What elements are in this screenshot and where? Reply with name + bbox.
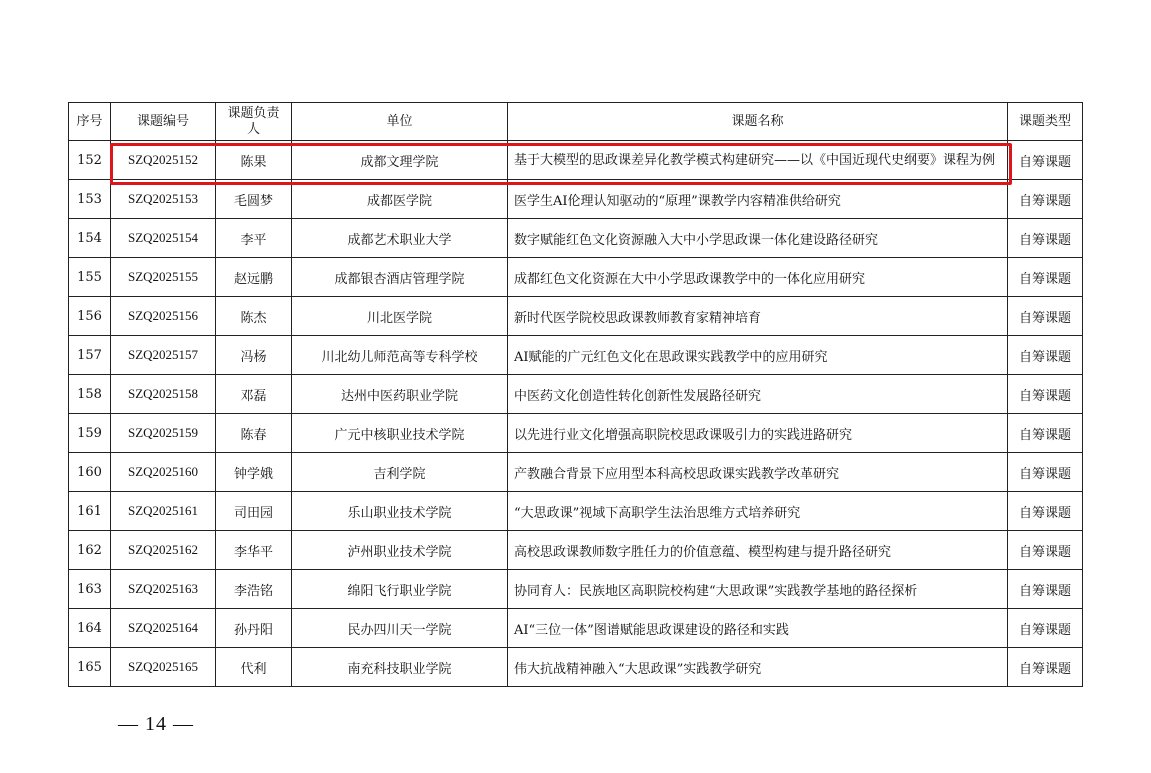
header-type: 课题类型: [1008, 103, 1083, 141]
cell-index: 152: [69, 141, 111, 180]
table-row: [69, 375, 1083, 414]
table-row: [69, 180, 1083, 219]
cell-unit: 泸州职业技术学院: [292, 531, 508, 570]
cell-leader: 李浩铭: [216, 570, 292, 609]
cell-type: 自筹课题: [1008, 297, 1083, 336]
cell-code: SZQ2025154: [111, 219, 216, 258]
cell-type: 自筹课题: [1008, 492, 1083, 531]
cell-title: 产教融合背景下应用型本科高校思政课实践教学改革研究: [508, 453, 1008, 492]
cell-code: SZQ2025159: [111, 414, 216, 453]
cell-type: 自筹课题: [1008, 180, 1083, 219]
cell-title: 新时代医学院校思政课教师教育家精神培育: [508, 297, 1008, 336]
cell-code: SZQ2025155: [111, 258, 216, 297]
cell-code: SZQ2025152: [111, 141, 216, 180]
cell-code: SZQ2025153: [111, 180, 216, 219]
cell-code: SZQ2025164: [111, 609, 216, 648]
cell-leader: 陈果: [216, 141, 292, 180]
cell-code: SZQ2025157: [111, 336, 216, 375]
table-header-row: [69, 103, 1083, 141]
cell-index: 153: [69, 180, 111, 219]
table-row: [69, 570, 1083, 609]
table-row: [69, 336, 1083, 375]
cell-code: SZQ2025165: [111, 648, 216, 687]
cell-title: 基于大模型的思政课差异化教学模式构建研究——以《中国近现代史纲要》课程为例: [508, 141, 1008, 180]
header-index: 序号: [69, 103, 111, 141]
table-row: [69, 609, 1083, 648]
cell-unit: 成都艺术职业大学: [292, 219, 508, 258]
cell-leader: 陈春: [216, 414, 292, 453]
cell-type: 自筹课题: [1008, 453, 1083, 492]
cell-type: 自筹课题: [1008, 336, 1083, 375]
cell-unit: 绵阳飞行职业学院: [292, 570, 508, 609]
table-row: [69, 219, 1083, 258]
cell-index: 156: [69, 297, 111, 336]
cell-unit: 成都医学院: [292, 180, 508, 219]
project-table: [68, 102, 1083, 687]
cell-title: 高校思政课教师数字胜任力的价值意蕴、模型构建与提升路径研究: [508, 531, 1008, 570]
cell-type: 自筹课题: [1008, 648, 1083, 687]
cell-leader: 毛圆梦: [216, 180, 292, 219]
cell-code: SZQ2025163: [111, 570, 216, 609]
table-row: [69, 531, 1083, 570]
cell-unit: 广元中核职业技术学院: [292, 414, 508, 453]
cell-leader: 冯杨: [216, 336, 292, 375]
cell-index: 162: [69, 531, 111, 570]
cell-leader: 李平: [216, 219, 292, 258]
cell-unit: 吉利学院: [292, 453, 508, 492]
cell-type: 自筹课题: [1008, 219, 1083, 258]
cell-code: SZQ2025160: [111, 453, 216, 492]
cell-title: “大思政课”视域下高职学生法治思维方式培养研究: [508, 492, 1008, 531]
cell-type: 自筹课题: [1008, 141, 1083, 180]
cell-type: 自筹课题: [1008, 414, 1083, 453]
cell-index: 165: [69, 648, 111, 687]
table-row: [69, 297, 1083, 336]
cell-type: 自筹课题: [1008, 570, 1083, 609]
cell-code: SZQ2025162: [111, 531, 216, 570]
cell-index: 154: [69, 219, 111, 258]
table-row: [69, 141, 1083, 180]
cell-index: 160: [69, 453, 111, 492]
cell-index: 155: [69, 258, 111, 297]
cell-code: SZQ2025161: [111, 492, 216, 531]
cell-index: 159: [69, 414, 111, 453]
cell-unit: 达州中医药职业学院: [292, 375, 508, 414]
cell-type: 自筹课题: [1008, 531, 1083, 570]
table-row: [69, 414, 1083, 453]
cell-code: SZQ2025156: [111, 297, 216, 336]
table-row: [69, 648, 1083, 687]
table-row: [69, 258, 1083, 297]
cell-title: 数字赋能红色文化资源融入大中小学思政课一体化建设路径研究: [508, 219, 1008, 258]
cell-title: 协同育人：民族地区高职院校构建“大思政课”实践教学基地的路径探析: [508, 570, 1008, 609]
cell-unit: 成都文理学院: [292, 141, 508, 180]
cell-type: 自筹课题: [1008, 375, 1083, 414]
cell-leader: 代利: [216, 648, 292, 687]
cell-leader: 赵远鹏: [216, 258, 292, 297]
cell-index: 158: [69, 375, 111, 414]
cell-leader: 陈杰: [216, 297, 292, 336]
header-code: 课题编号: [111, 103, 216, 141]
cell-title: 以先进行业文化增强高职院校思政课吸引力的实践进路研究: [508, 414, 1008, 453]
cell-index: 161: [69, 492, 111, 531]
cell-leader: 李华平: [216, 531, 292, 570]
cell-title: 中医药文化创造性转化创新性发展路径研究: [508, 375, 1008, 414]
cell-unit: 川北幼儿师范高等专科学校: [292, 336, 508, 375]
header-title: 课题名称: [508, 103, 1008, 141]
cell-unit: 成都银杏酒店管理学院: [292, 258, 508, 297]
cell-unit: 南充科技职业学院: [292, 648, 508, 687]
cell-leader: 司田园: [216, 492, 292, 531]
cell-code: SZQ2025158: [111, 375, 216, 414]
cell-title: AI赋能的广元红色文化在思政课实践教学中的应用研究: [508, 336, 1008, 375]
table-row: [69, 492, 1083, 531]
cell-title: 伟大抗战精神融入“大思政课”实践教学研究: [508, 648, 1008, 687]
cell-type: 自筹课题: [1008, 609, 1083, 648]
header-leader: 课题负责人: [216, 103, 292, 141]
cell-title: 成都红色文化资源在大中小学思政课教学中的一体化应用研究: [508, 258, 1008, 297]
cell-index: 157: [69, 336, 111, 375]
table-row: [69, 453, 1083, 492]
header-unit: 单位: [292, 103, 508, 141]
cell-index: 163: [69, 570, 111, 609]
cell-leader: 孙丹阳: [216, 609, 292, 648]
cell-unit: 川北医学院: [292, 297, 508, 336]
cell-leader: 邓磊: [216, 375, 292, 414]
page-number: — 14 —: [118, 713, 194, 735]
cell-index: 164: [69, 609, 111, 648]
cell-type: 自筹课题: [1008, 258, 1083, 297]
cell-unit: 乐山职业技术学院: [292, 492, 508, 531]
cell-unit: 民办四川天一学院: [292, 609, 508, 648]
cell-title: 医学生AI伦理认知驱动的“原理”课教学内容精准供给研究: [508, 180, 1008, 219]
cell-leader: 钟学娥: [216, 453, 292, 492]
cell-title: AI“三位一体”图谱赋能思政课建设的路径和实践: [508, 609, 1008, 648]
